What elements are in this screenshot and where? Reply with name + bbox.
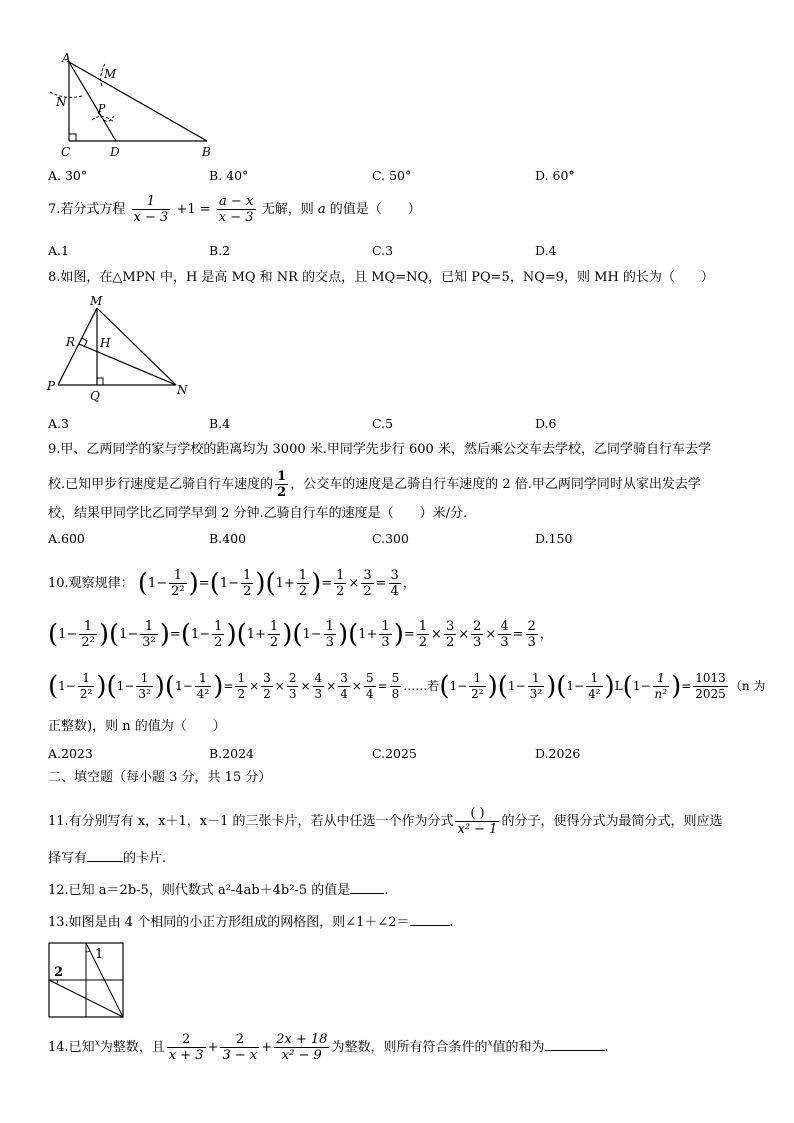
label-B: B <box>202 145 211 159</box>
question-10-line-2: (1− $\frac{1}{\text{2²}}$ )(1− $\frac{1}{\text{3²}}$ )=(1− $\frac{1}{2}$ )(1+ $\frac{1}{2}$ )(1− $\frac{1}{3}$ )(1+ $\frac{1}{3}$ )= $\frac{1}{2}$ × $\frac{3}{2}$ × $\frac{2}{3}$ × $\frac{4}{3}$ = $\frac{2}{3}$ ， <box>48 619 553 650</box>
question-12: 12.已知 a＝2b-5，则代数式 a²-4ab＋4b²-5 的值是 . <box>48 883 389 898</box>
question-9-line-1: 9.甲、乙两同学的家与学校的距离均为 3000 米.甲同学先步行 600 米，然后乘公交车去学校，乙同学骑自行车去学 <box>48 442 711 457</box>
option-a[interactable]: A.3 <box>48 416 69 431</box>
option-b[interactable]: B.4 <box>209 416 231 431</box>
label-N: N <box>177 383 188 397</box>
option-d[interactable]: D.4 <box>535 243 557 258</box>
question-11-line-2: 择写有 的卡片. <box>48 851 167 866</box>
option-b[interactable]: B.400 <box>209 531 247 546</box>
option-d[interactable]: D.6 <box>535 416 557 431</box>
section-heading: 二、填空题（每小题 3 分，共 15 分） <box>48 770 272 785</box>
option-c[interactable]: C.2025 <box>372 746 417 761</box>
label-P: P <box>47 379 56 393</box>
option-d[interactable]: D.2026 <box>535 746 581 761</box>
question-8: 8.如图，在△MPN 中，H 是高 MQ 和 NR 的交点，且 MQ=NQ，已知 PQ=5，NQ=9，则 MH 的长为（ ） <box>48 270 714 285</box>
option-c[interactable]: C.5 <box>372 416 394 431</box>
question-11-line-1: 11.有分别写有 x，x＋1，x－1 的三张卡片，若从中任选一个作为分式 $\frac{( )}{\text{x² − 1}}$ 的分子，使得分式为最简分式，则应选 <box>48 806 723 837</box>
option-c[interactable]: C.300 <box>372 531 409 546</box>
answer-blank[interactable] <box>545 1050 605 1051</box>
label-P: P <box>98 102 106 115</box>
label-D: D <box>110 145 120 159</box>
option-b[interactable]: B.2 <box>209 243 231 258</box>
label-N: N <box>56 95 67 109</box>
fraction: $\frac{a - x}{x - 3}$ <box>218 194 254 225</box>
option-a[interactable]: A. 30° <box>48 168 88 183</box>
label-H: H <box>100 336 111 350</box>
option-a[interactable]: A.600 <box>48 531 85 546</box>
triangle-figure-2 <box>44 292 194 404</box>
question-9-line-2: 校.已知甲步行速度是乙骑自行车速度的 $\frac{1}{2}$ ，公交车的速度是乙骑自行车速度的 2 倍.甲乙两同学同时从家出发去学 <box>48 469 701 500</box>
label-R: R <box>66 335 76 349</box>
question-10-line-3: (1− $\frac{1}{\text{2²}}$ )(1− $\frac{1}{\text{3²}}$ )(1− $\frac{1}{\text{4²}}$ )= $\frac{1}{2}$ × $\frac{3}{2}$ × $\frac{2}{3}$ × $\frac{4}{3}$ × $\frac{3}{4}$ × $\frac{5}{4}$ = $\frac{5}{8}$ ……若(1− $\frac{1}{\text{2²}}$ )(1− $\frac{1}{\text{3²}}$ )(1− $\frac{1}{\text{4²}}$ )L(1− $\frac{1}{\text{n²}}$ )= $\frac{1013}{2025}$ （n 为 <box>48 671 766 702</box>
label-Q: Q <box>90 389 100 403</box>
option-d[interactable]: D. 60° <box>535 168 575 183</box>
answer-blank[interactable] <box>410 925 450 926</box>
option-a[interactable]: A.2023 <box>48 746 93 761</box>
question-13: 13.如图是由 4 个相同的小正方形组成的网格图，则∠1＋∠2＝ . <box>48 915 454 930</box>
option-d[interactable]: D.150 <box>535 531 573 546</box>
question-9-line-3: 校，结果甲同学比乙同学早到 2 分钟.乙骑自行车的速度是（ ）米/分. <box>48 506 468 521</box>
option-c[interactable]: C.3 <box>372 243 394 258</box>
label-A: A <box>62 51 71 65</box>
option-a[interactable]: A.1 <box>48 243 69 258</box>
label-M: M <box>90 294 103 308</box>
question-7: 7.若分式方程 $\frac{1}{x - 3}$ +1 = $\frac{a - x}{x - 3}$ 无解，则 a 的值是（ ） <box>48 194 421 225</box>
label-C: C <box>61 145 71 159</box>
grid-figure <box>46 940 126 1020</box>
angle-2-label: 2 <box>54 965 64 980</box>
triangle-figure-1 <box>44 50 224 162</box>
question-14: 14.已知$^x$为整数，且 $\frac{2}{x + 3}$ + $\frac{2}{3 - x}$ + $\frac{2x + 18}{\text{x² − 9}}$ 为整数，则所有符合条件的$^x$值的和为 . <box>48 1032 609 1063</box>
answer-blank[interactable] <box>87 861 123 862</box>
question-10-line-4: 正整数)，则 n 的值为（ ） <box>48 719 226 734</box>
answer-blank[interactable] <box>350 893 384 894</box>
option-c[interactable]: C. 50° <box>372 168 412 183</box>
option-b[interactable]: B. 40° <box>209 168 249 183</box>
label-M: M <box>104 67 117 81</box>
question-10-line-1: 10.观察规律： (1− $\frac{1}{\text{2²}}$ )=(1− $\frac{1}{2}$ )(1+ $\frac{1}{2}$ )= $\frac{1}{2}$ × $\frac{3}{2}$ = $\frac{3}{4}$ ， <box>48 568 416 599</box>
angle-1-label: 1 <box>95 947 104 962</box>
fraction: $\frac{1}{x - 3}$ <box>133 194 169 225</box>
option-b[interactable]: B.2024 <box>209 746 254 761</box>
